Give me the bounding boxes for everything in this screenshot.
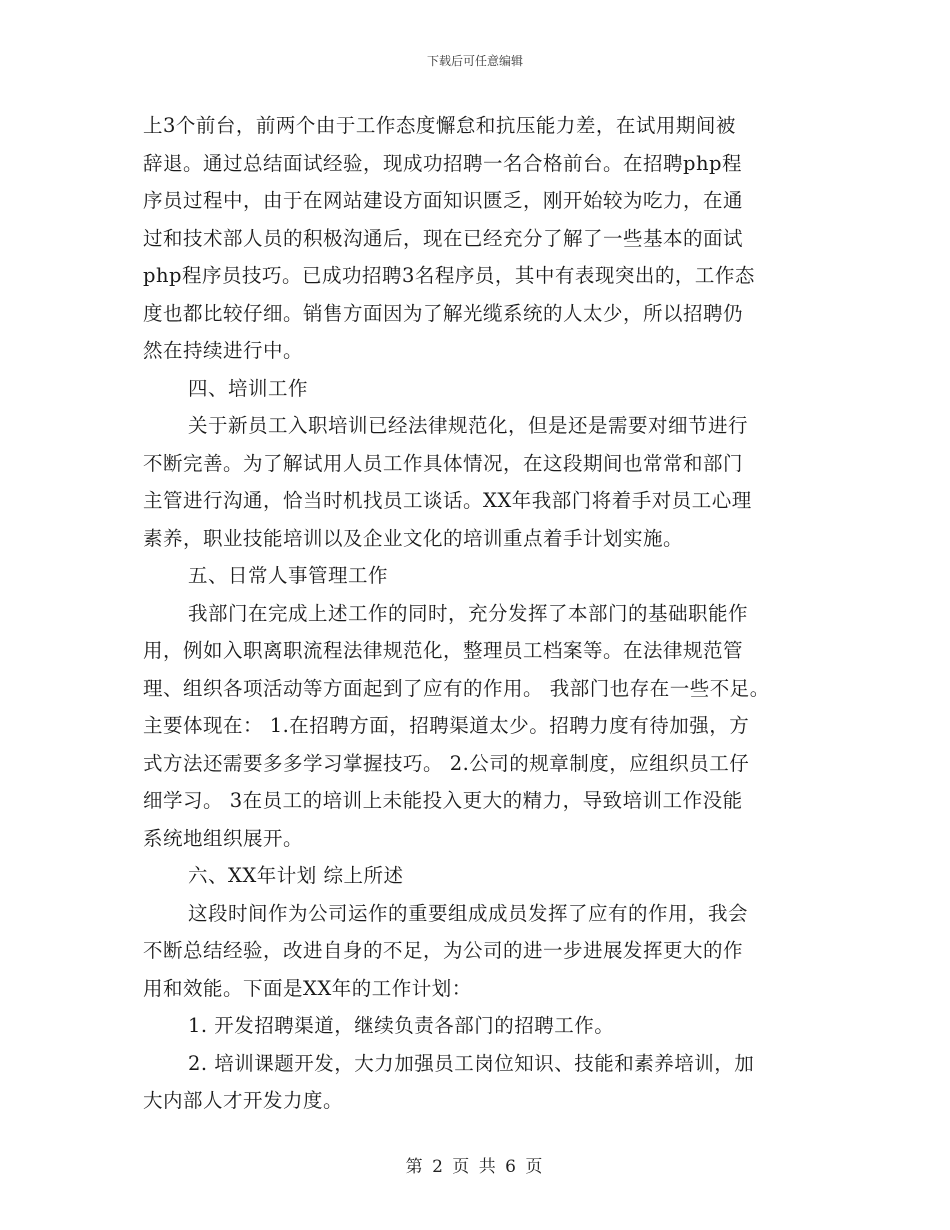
text-line: 式方法还需要多多学习掌握技巧。 2.公司的规章制度，应组织员工仔 xyxy=(143,751,750,775)
text-line: 不断完善。为了解试用人员工作具体情况，在这段期间也常常和部门 xyxy=(143,451,744,475)
text-line: php程序员技巧。已成功招聘3名程序员，其中有表现突出的，工作态 xyxy=(143,264,755,287)
text-line: 素养，职业技能培训以及企业文化的培训重点着手计划实施。 xyxy=(143,526,684,550)
text-line: 用，例如入职离职流程法律规范化，整理员工档案等。在法律规范管 xyxy=(143,639,744,662)
text-line: 序员过程中，由于在网站建设方面知识匮乏，刚开始较为吃力，在通 xyxy=(143,189,744,212)
text-line: 然在持续进行中。 xyxy=(143,339,304,362)
text-line: 不断总结经验，改进自身的不足，为公司的进一步进展发挥更大的作 xyxy=(143,939,744,962)
text-line: 关于新员工入职培训已经法律规范化，但是还是需要对细节进行 xyxy=(188,414,749,437)
text-line: 用和效能。下面是XX年的工作计划： xyxy=(143,976,472,1000)
document-body xyxy=(143,107,843,1120)
text-line: 主要体现在： 1.在招聘方面，招聘渠道太少。招聘力度有待加强，方 xyxy=(143,714,750,737)
text-line: 六、XX年计划 综上所述 xyxy=(188,864,404,887)
page-header: 下载后可任意编辑 xyxy=(426,54,523,68)
text-line: 五、日常人事管理工作 xyxy=(188,564,389,587)
text-line: 上3个前台，前两个由于工作态度懈怠和抗压能力差，在试用期间被 xyxy=(143,114,736,137)
text-line: 度也都比较仔细。销售方面因为了解光缆系统的人太少，所以招聘仍 xyxy=(143,301,744,325)
text-line: 1. 开发招聘渠道，继续负责各部门的招聘工作。 xyxy=(188,1014,615,1037)
page-footer: 第 2 页 共 6 页 xyxy=(405,1157,545,1177)
text-line: 辞退。通过总结面试经验，现成功招聘一名合格前台。在招聘php程 xyxy=(143,151,743,175)
text-line: 过和技术部人员的积极沟通后，现在已经充分了解了一些基本的面试 xyxy=(143,226,744,250)
text-line: 我部门在完成上述工作的同时，充分发挥了本部门的基础职能作 xyxy=(188,601,749,625)
text-line: 系统地组织展开。 xyxy=(143,826,304,850)
text-line: 细学习。 3在员工的培训上未能投入更大的精力，导致培训工作没能 xyxy=(143,789,743,812)
text-line: 这段时间作为公司运作的重要组成成员发挥了应有的作用，我会 xyxy=(188,901,749,925)
text-line: 大内部人才开发力度。 xyxy=(143,1089,344,1112)
text-line: 四、培训工作 xyxy=(188,376,309,400)
text-line: 理、组织各项活动等方面起到了应有的作用。 我部门也存在一些不足。 xyxy=(143,676,770,700)
text-line: 2. 培训课题开发，大力加强员工岗位知识、技能和素养培训，加 xyxy=(188,1051,755,1075)
text-line: 主管进行沟通，恰当时机找员工谈话。XX年我部门将着手对员工心理 xyxy=(143,489,752,512)
